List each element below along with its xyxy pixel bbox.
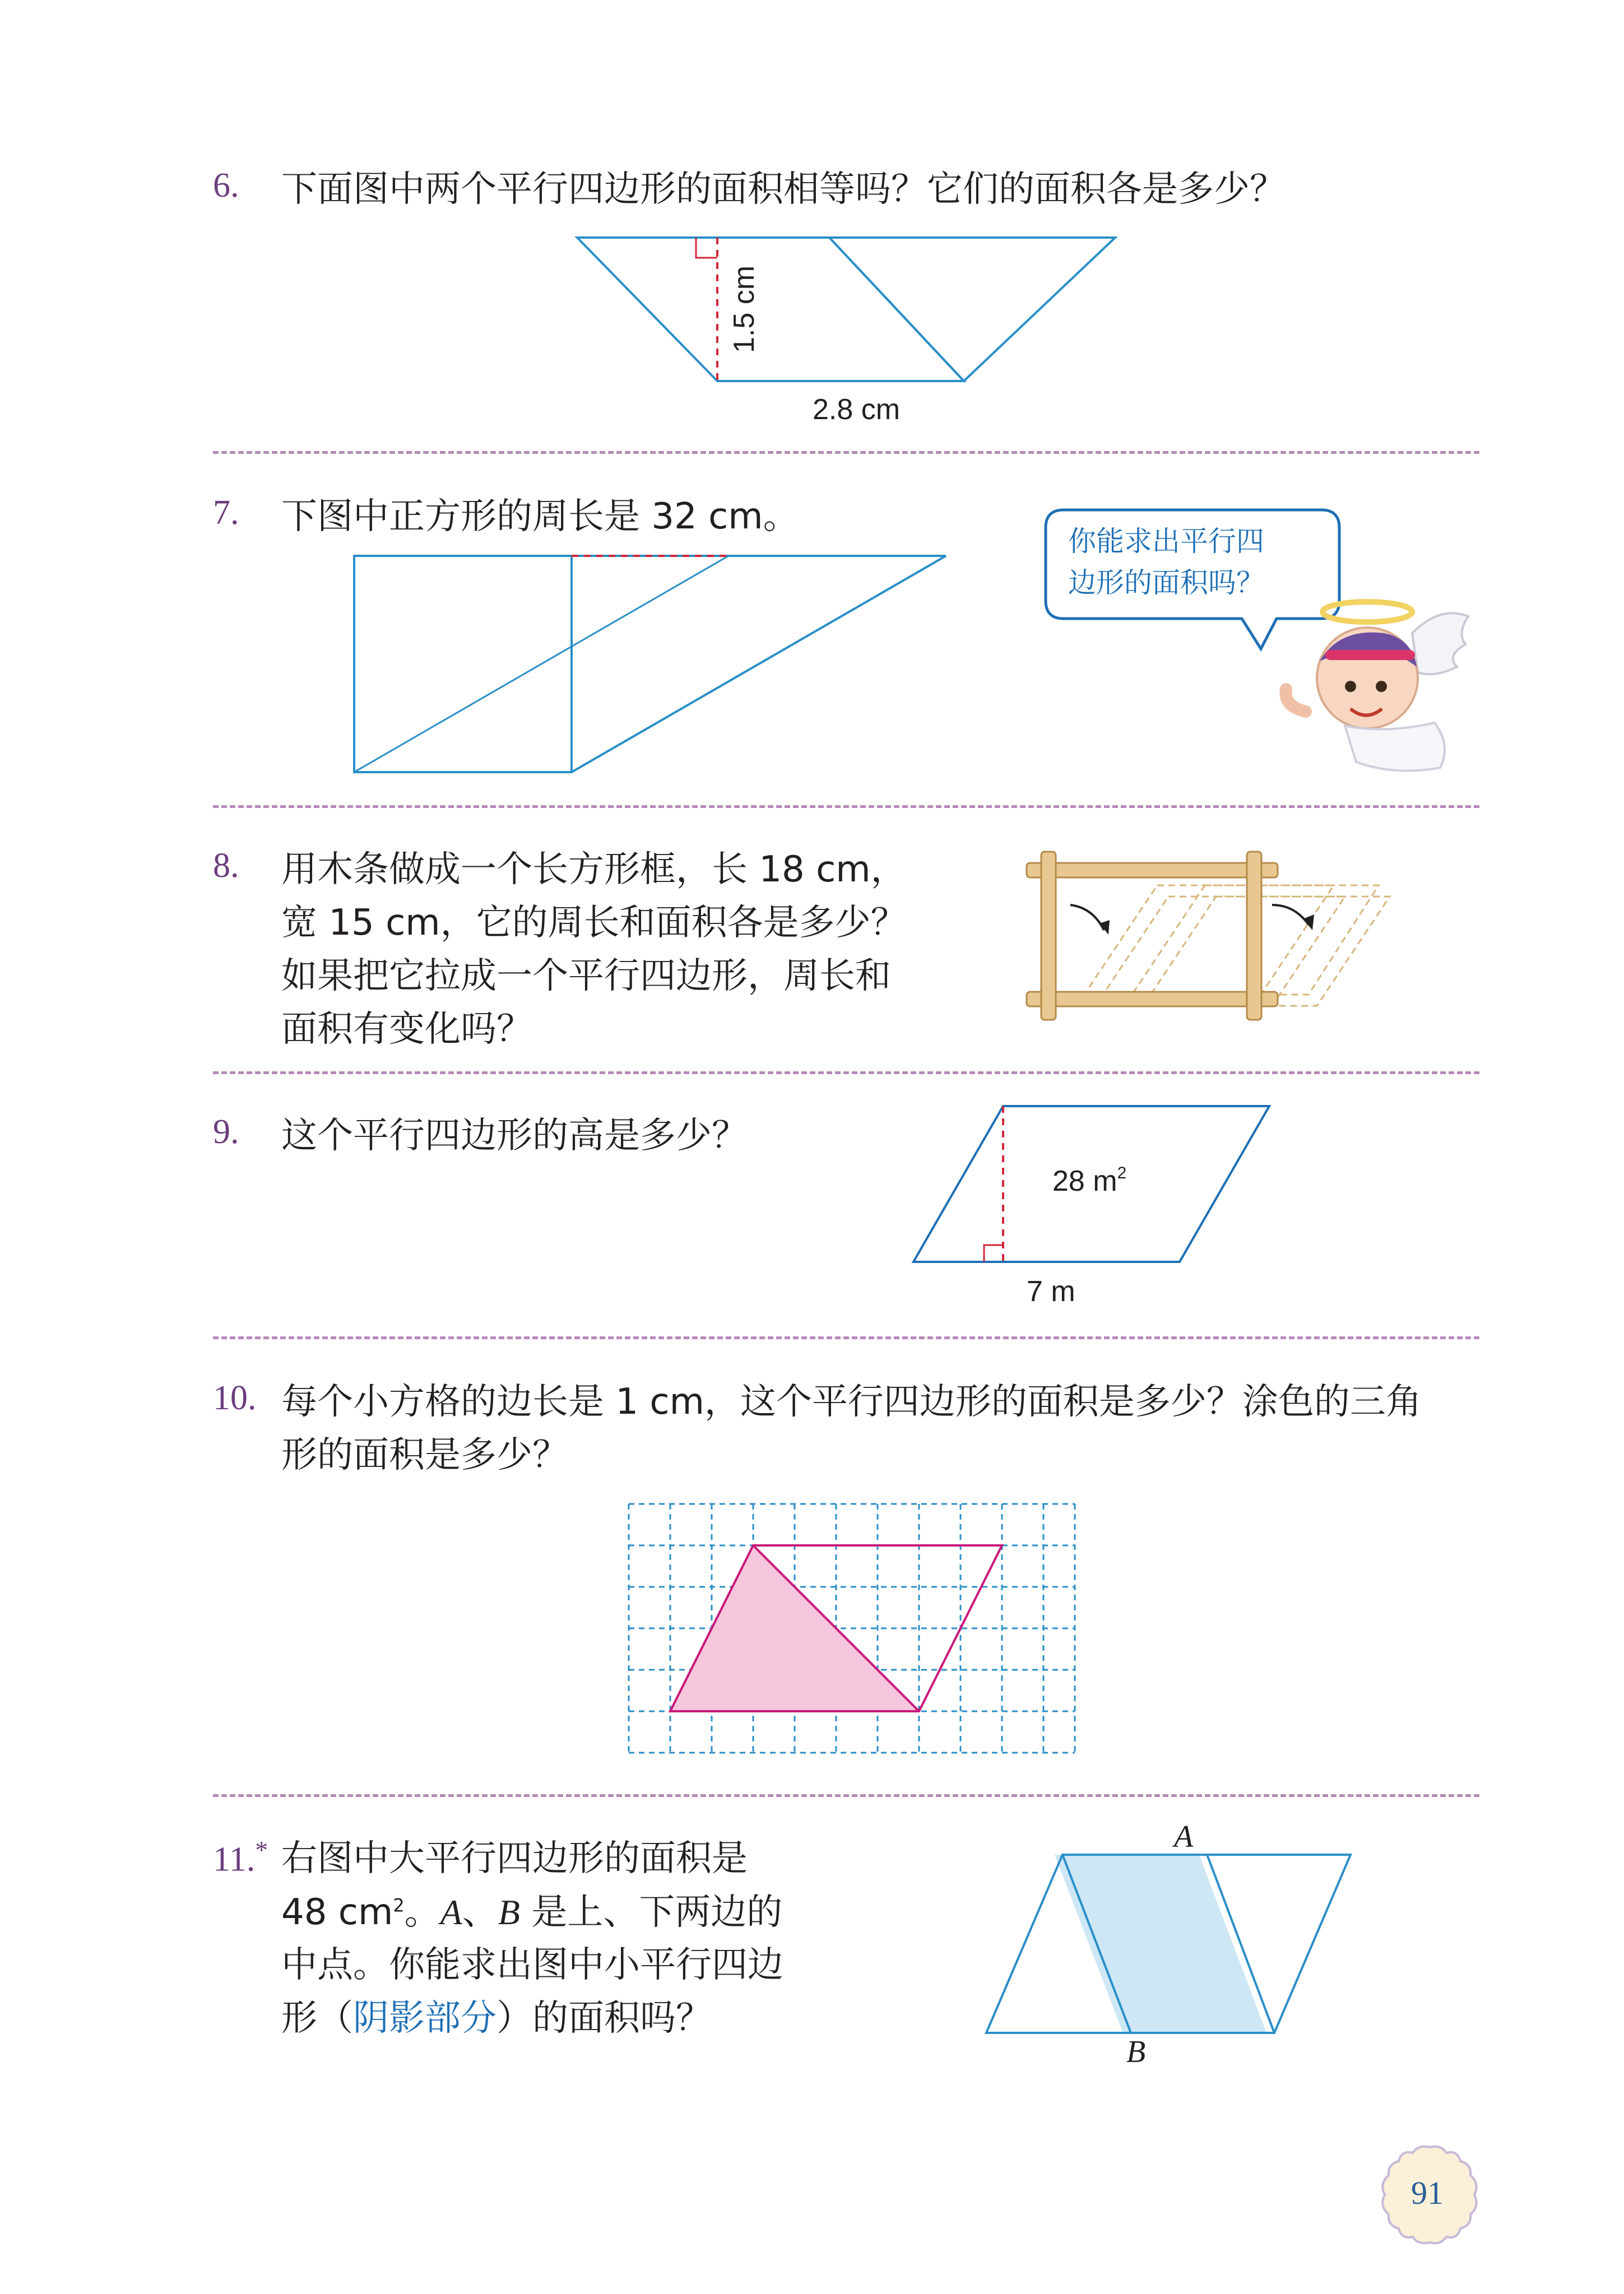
p11-label-B: B	[1126, 2035, 1146, 2069]
p8-wood-left	[1041, 852, 1056, 1020]
p7-square	[354, 556, 572, 772]
problem-6-text: 下面图中两个平行四边形的面积相等吗？它们的面积各是多少？	[281, 169, 1286, 210]
problem-7-figure	[347, 549, 953, 784]
p9-right-angle-mark	[984, 1245, 1003, 1262]
angel-mascot-illustration	[1272, 594, 1485, 779]
separator-5	[213, 1794, 1479, 1797]
p7-diagonal	[354, 556, 729, 772]
p6-base-label: 2.8 cm	[813, 393, 901, 426]
p9-area-label: 28 $m^2$	[1052, 1164, 1127, 1197]
problem-10-line-1: 每个小方格的边长是 1 cm，这个平行四边形的面积是多少？涂色的三角	[281, 1381, 1422, 1423]
problem-6-number: 6.	[213, 166, 239, 205]
p8-wood-right	[1247, 852, 1261, 1020]
p9-base-label: 7 m	[1027, 1275, 1075, 1308]
p8-arrow-right	[1272, 905, 1309, 925]
problem-11-line-1: 右图中大平行四边形的面积是	[281, 1838, 748, 1879]
problem-8-line-1: 用木条做成一个长方形框，长 18 cm，	[281, 849, 907, 890]
p10-grid	[629, 1504, 1075, 1753]
problem-9-figure	[908, 1098, 1278, 1317]
p8-sheared-frame-4	[1143, 897, 1390, 1006]
p8-sheared-frame-2	[1096, 897, 1345, 1006]
problem-9-number: 9.	[213, 1113, 239, 1151]
separator-2	[213, 805, 1479, 808]
angel-headband	[1325, 650, 1415, 660]
p6-right-angle-mark	[696, 238, 717, 258]
problem-8-wooden-frame-figure	[1020, 852, 1412, 1031]
p8-arrow-left	[1070, 905, 1104, 930]
angel-wing-right	[1412, 613, 1468, 674]
p7-long-side	[572, 556, 946, 772]
problem-11-line-3: 中点。你能求出图中小平行四边	[281, 1944, 783, 1986]
p6-height-label: 1.5 cm	[728, 265, 760, 353]
p8-wood-bottom	[1027, 992, 1278, 1006]
problem-10-grid-figure	[627, 1502, 1080, 1759]
problem-11-line-2: 48 $cm^2$。A、B 是上、下两边的	[281, 1892, 783, 1933]
p7-bubble-line-2: 边形的面积吗？	[1068, 566, 1264, 599]
problem-6-figure	[560, 230, 1132, 431]
problem-9-text: 这个平行四边形的高是多少？	[281, 1115, 748, 1157]
problem-7-number: 7.	[213, 494, 239, 532]
problem-11-star: *	[255, 1836, 268, 1864]
problem-7-text: 下图中正方形的周长是 32 cm。	[281, 496, 799, 537]
p8-wood-top	[1027, 863, 1278, 877]
problem-11-figure	[986, 1810, 1345, 2069]
problem-11-number: 11.*	[213, 1836, 268, 1879]
p7-bubble-line-1: 你能求出平行四	[1068, 525, 1264, 558]
angel-halo	[1323, 602, 1412, 622]
p6-shape-right	[829, 238, 1115, 381]
p11-label-A: A	[1174, 1819, 1194, 1854]
p11-shaded-parallelogram	[1055, 1855, 1266, 2033]
problem-8-number: 8.	[213, 847, 239, 885]
problem-8-line-4: 面积有变化吗？	[281, 1009, 532, 1050]
problem-10-line-2: 形的面积是多少？	[281, 1434, 568, 1476]
separator-1	[213, 451, 1479, 454]
problem-11-line-4: 形（阴影部分）的面积吗？	[281, 1998, 712, 2039]
problem-10-number: 10.	[213, 1379, 257, 1417]
problem-8-line-3: 如果把它拉成一个平行四边形，周长和	[281, 955, 891, 997]
p6-shape-left	[577, 238, 964, 381]
shaded-region-highlight: 阴影部分	[353, 1998, 497, 2039]
page-number: 91	[1411, 2175, 1444, 2211]
separator-4	[213, 1336, 1479, 1339]
problem-8-line-2: 宽 15 cm，它的周长和面积各是多少？	[281, 902, 907, 944]
angel-robe	[1345, 723, 1445, 771]
separator-3	[213, 1071, 1479, 1074]
angel-arm	[1286, 689, 1306, 712]
p8-sheared-frame-1	[1084, 885, 1334, 995]
